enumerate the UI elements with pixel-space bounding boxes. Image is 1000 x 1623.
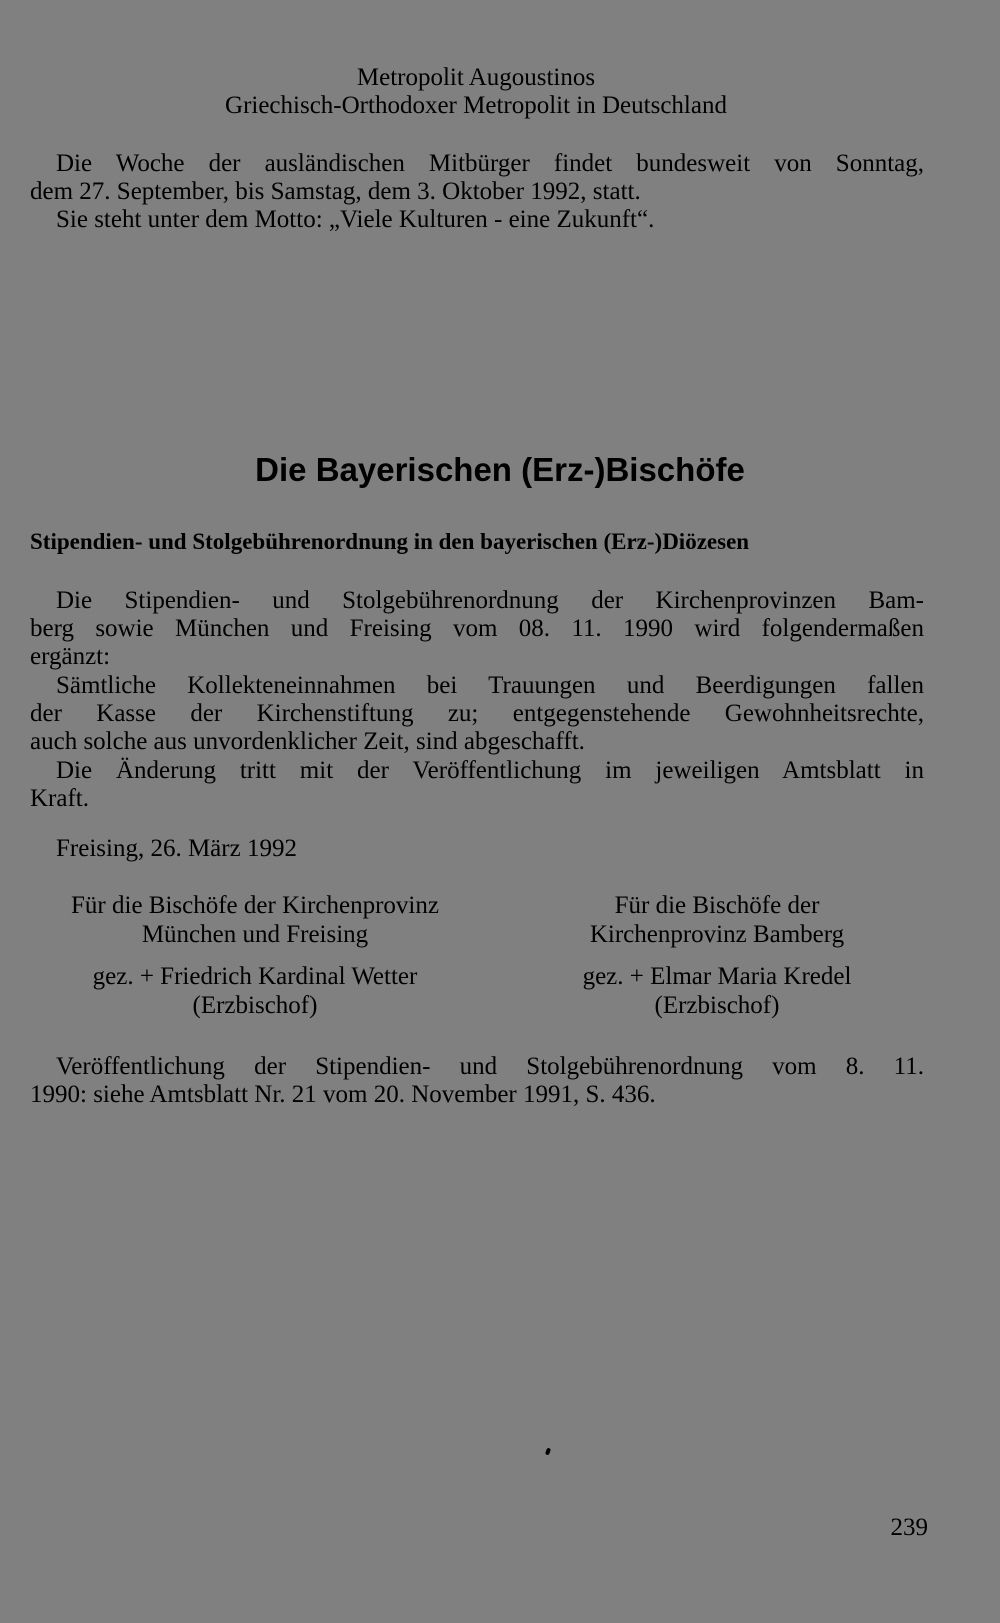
intro-line-1: Die Woche der ausländischen Mitbürger findet bundesweit von Sonntag, (56, 150, 924, 177)
body-p1-line-2: berg sowie München und Freising vom 08. 11. 1990 wird folgendermaßen (30, 615, 924, 642)
body-p2-line-3: auch solche aus unvordenklicher Zeit, sind abgeschafft. (30, 728, 585, 755)
body-p3-line-1: Die Änderung tritt mit der Veröffentlichung im jeweiligen Amtsblatt in (56, 757, 924, 784)
signature-left (30, 891, 480, 1020)
intro-line-2: dem 27. September, bis Samstag, dem 3. Oktober 1992, statt. (30, 178, 641, 205)
scan-speck (545, 1448, 551, 1456)
signature-right-line-1: Für die Bischöfe der (614, 892, 820, 919)
signature-right-title: (Erzbischof) (654, 992, 780, 1019)
signature-left-line-2: München und Freising (141, 921, 369, 948)
place-date: Freising, 26. März 1992 (56, 835, 297, 862)
page-number: 239 (890, 1514, 928, 1541)
signature-right (517, 891, 917, 1020)
publication-note-line-1: Veröffentlichung der Stipendien- und Stolgebührenordnung vom 8. 11. (56, 1053, 924, 1080)
author-name: Metropolit Augoustinos (356, 64, 596, 91)
section-subtitle: Stipendien- und Stolgebührenordnung in den bayerischen (Erz-)Diözesen (30, 529, 750, 554)
body-p3-line-2: Kraft. (30, 785, 89, 812)
signature-right-line-2: Kirchenprovinz Bamberg (589, 921, 845, 948)
body-p1-line-1: Die Stipendien- und Stolgebührenordnung der Kirchenprovinzen Bam- (56, 587, 924, 614)
signature-left-title: (Erzbischof) (192, 992, 318, 1019)
author-role: Griechisch-Orthodoxer Metropolit in Deutschland (225, 92, 727, 119)
intro-line-3: Sie steht unter dem Motto: „Viele Kulturen - eine Zukunft“. (56, 206, 655, 233)
signature-left-signer: gez. + Friedrich Kardinal Wetter (92, 963, 418, 990)
section-title: Die Bayerischen (Erz-)Bischöfe (255, 451, 745, 488)
body-p1-line-3: ergänzt: (30, 643, 111, 670)
signature-left-line-1: Für die Bischöfe der Kirchenprovinz (71, 892, 439, 919)
signature-right-signer: gez. + Elmar Maria Kredel (582, 963, 852, 990)
body-p2-line-2: der Kasse der Kirchenstiftung zu; entgegenstehende Gewohnheitsrechte, (30, 700, 924, 727)
publication-note-line-2: 1990: siehe Amtsblatt Nr. 21 vom 20. November 1991, S. 436. (30, 1081, 656, 1108)
body-p2-line-1: Sämtliche Kollekteneinnahmen bei Trauungen und Beerdigungen fallen (56, 672, 924, 699)
